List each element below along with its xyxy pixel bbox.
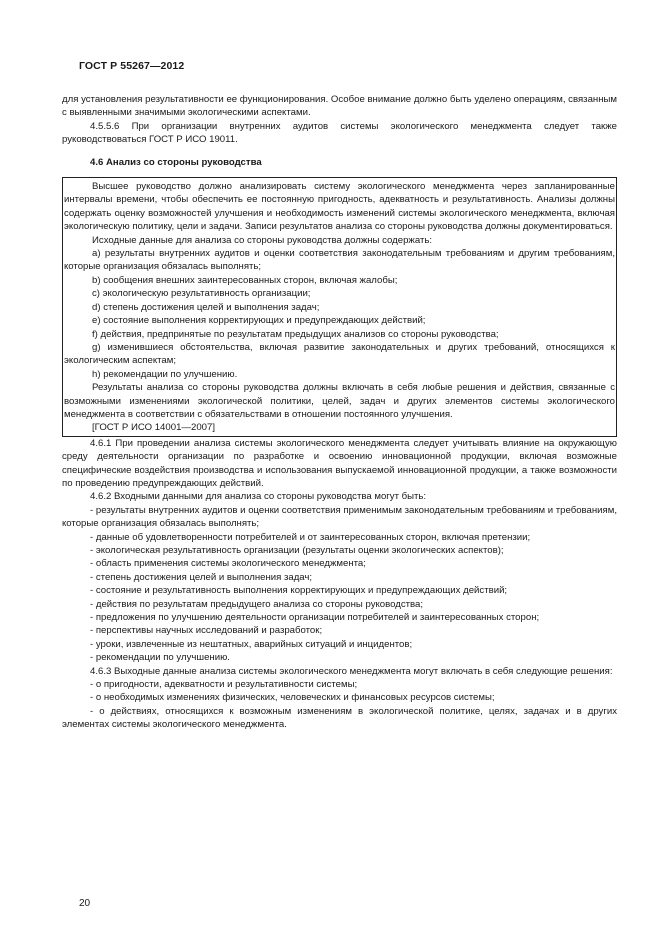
list-item: - результаты внутренних аудитов и оценки соответствия применимым законодательным требованиям и требованиям, которые организация обязалась выполнять;: [62, 504, 617, 530]
clause-4-6-1: 4.6.1 При проведении анализа системы экологического менеджмента следует учитывать влияние на окружающую среду деятельности организации по разработке и освоению инновационной продукции, включая возможные специфические воздействия производства и использования выпускаемой инновационной продукции, а также возможности по проведению предупреждающих действий.: [62, 437, 617, 489]
box-list-item: d) степень достижения целей и выполнения задач;: [92, 301, 320, 313]
section-heading: 4.6 Анализ со стороны руководства: [90, 156, 262, 168]
list-item: - действия по результатам предыдущего анализа со стороны руководства;: [90, 598, 424, 610]
list-item: - перспективы научных исследований и разработок;: [90, 625, 323, 637]
list-item: - рекомендации по улучшению.: [90, 652, 230, 664]
box-list-item: а) результаты внутренних аудитов и оценки соответствия законодательным требованиям и другим требованиям, которые организация обязалась выполнять;: [64, 248, 615, 273]
box-list-item: h) рекомендации по улучшению.: [92, 368, 238, 380]
page-number: 20: [79, 898, 91, 909]
box-reference: [ГОСТ Р ИСО 14001—2007]: [92, 422, 216, 434]
list-item: - состояние и результативность выполнения корректирующих и предупреждающих действий;: [90, 585, 508, 597]
clause-4-5-5-6: 4.5.5.6 При организации внутренних аудитов системы экологического менеджмента следует также руководствоваться ГОСТ Р ИСО 19011.: [62, 120, 617, 146]
quoted-standard-box: [62, 177, 617, 437]
box-list-item: f) действия, предпринятые по результатам предыдущих анализов со стороны руководства;: [92, 328, 499, 340]
document-header: ГОСТ Р 55267—2012: [79, 60, 185, 72]
list-item: - данные об удовлетворенности потребителей и от заинтересованных сторон, включая претензии;: [90, 531, 531, 543]
box-paragraph: Результаты анализа со стороны руководства должны включать в себя любые решения и действия, связанные с возможными изменениями экологической политики, целей, задач и других элементов системы экологического менеджмента в соответствии с обязательствами в отношении постоянного улучшения.: [64, 382, 615, 420]
list-item: - область применения системы экологического менеджмента;: [90, 558, 366, 570]
list-item: - степень достижения целей и выполнения задач;: [90, 571, 313, 583]
box-paragraph: Исходные данные для анализа со стороны руководства должны содержать:: [92, 234, 433, 246]
intro-paragraph: для установления результативности ее функционирования. Особое внимание должно быть уделено операциям, связанным с выявленными значимыми экологическими аспектами.: [62, 94, 617, 119]
page-content: [62, 93, 617, 732]
list-item: - предложения по улучшению деятельности организации потребителей и заинтересованных сторон;: [90, 612, 540, 624]
list-item: - о пригодности, адекватности и результативности системы;: [90, 679, 358, 691]
box-list-item: е) состояние выполнения корректирующих и предупреждающих действий;: [92, 315, 426, 327]
list-item: - уроки, извлеченные из нештатных, аварийных ситуаций и инцидентов;: [90, 638, 413, 650]
box-list-item: с) экологическую результативность организации;: [92, 288, 311, 300]
clause-4-6-2: 4.6.2 Входными данными для анализа со стороны руководства могут быть:: [90, 491, 427, 503]
list-item: - о необходимых изменениях физических, человеческих и финансовых ресурсов системы;: [90, 692, 495, 704]
list-item: - о действиях, относящихся к возможным изменениям в экологической политике, целях, задачах и в других элементах системы экологического менеджмента.: [62, 705, 617, 731]
clause-4-6-3: 4.6.3 Выходные данные анализа системы экологического менеджмента могут включать в себя следующие решения:: [90, 665, 613, 677]
list-item: - экологическая результативность организации (результаты оценки экологических аспектов);: [90, 545, 504, 556]
box-list-item: g) изменившиеся обстоятельства, включая развитие законодательных и других требований, относящихся к экологическим аспектам;: [64, 341, 615, 367]
box-paragraph: Высшее руководство должно анализировать систему экологического менеджмента через запланированные интервалы времени, чтобы обеспечить ее постоянную пригодность, адекватность и результативность. Анализы должны содержать оценку возможностей улучшения и необходимость изменений системы экологического менеджмента, включая экологическую политику, цели и задачи. Записи результатов анализа со стороны руководства должны документироваться.: [64, 181, 615, 233]
box-list-item: b) сообщения внешних заинтересованных сторон, включая жалобы;: [92, 274, 398, 286]
